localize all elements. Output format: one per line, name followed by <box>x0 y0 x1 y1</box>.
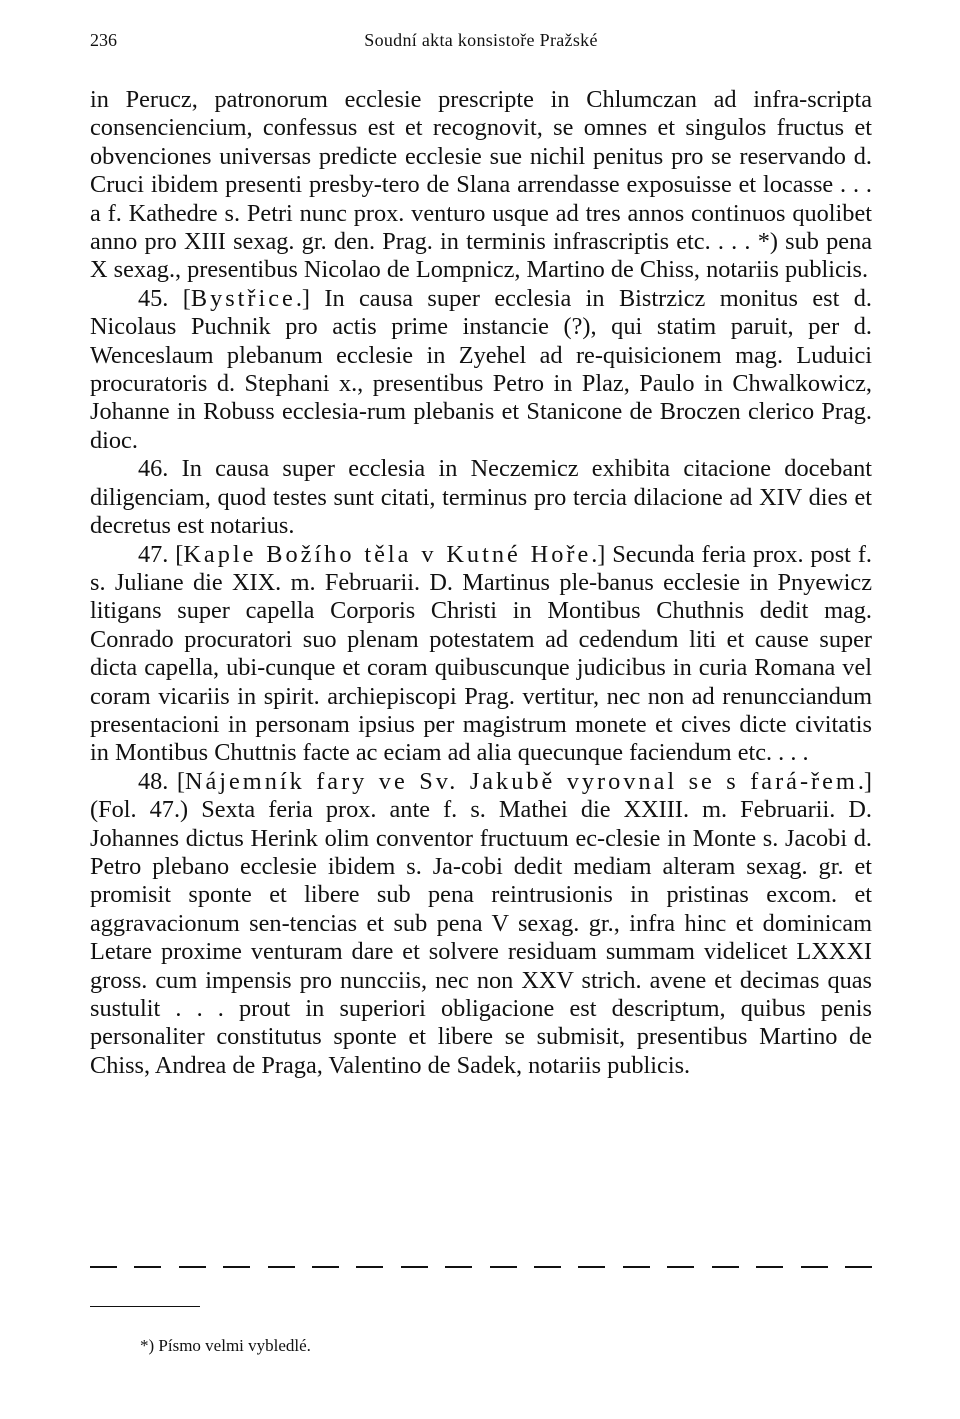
separator-dash <box>667 1266 694 1268</box>
footnote: *) Písmo velmi vybledlé. <box>140 1336 311 1355</box>
text-run: 48. [ <box>138 767 185 795</box>
running-title: Soudní akta konsistoře Pražské <box>364 30 598 50</box>
page-header <box>90 30 872 60</box>
spaced-heading: Bystřice <box>190 284 296 312</box>
separator-dash <box>223 1266 250 1268</box>
separator-dash <box>268 1266 295 1268</box>
text-run: .] Secunda feria prox. post f. s. Juliane die XIX. m. Februarii. D. Martinus ple-banus ecclesie in Pnyewicz litigans super capella Corporis Christi in Montibus Chuthnis dedit mag. Conrado procuratori suo plenam potestatem ad cedendum liti et cause super dicta capella, ubi-cunque et coram quibuscunque judicibus in curia Romana vel coram vicariis in spirit. archiepiscopi Prag. vertitur, nec non ad renuncciandum presentacioni in personam ipsius per magistrum monete et cives dicte civitatis in Montibus Chuttnis facte ac eciam ad alia quecunque faciendum etc. . . . <box>90 540 872 767</box>
text-run: .] In causa super ecclesia in Bistrzicz monitus est d. Nicolaus Puchnik pro actis prime instancie (?), qui statim paruit, per d. Wenceslaum plebanum ecclesie in Zyehel ad re-quisicionem mag. Luduici procuratoris d. Stephani x., presentibus Petro in Plaz, Paulo in Chwalkowicz, Johanne in Robuss ecclesia-rum plebanis et Stanicone de Broczen clerico Prag. dioc. <box>90 284 872 454</box>
separator-dash <box>356 1266 383 1268</box>
separator-dash <box>490 1266 517 1268</box>
separator-dash <box>179 1266 206 1268</box>
text-run: 47. [ <box>138 540 184 568</box>
paragraph-48 <box>90 768 872 1080</box>
separator-dash <box>134 1266 161 1268</box>
separator-dash <box>623 1266 650 1268</box>
footnote-rule <box>90 1306 200 1307</box>
spaced-heading: Nájemník fary ve Sv. Jakubě vyrovnal se s fará-řem <box>184 767 858 795</box>
text-run: 46. In causa super ecclesia in Neczemicz exhibita citacione docebant diligenciam, quod testes sunt citati, terminus pro tercia dilacione ad XIV dies et decretus est notarius. <box>90 455 872 540</box>
paragraph-continued <box>90 86 872 285</box>
separator-dash <box>90 1266 117 1268</box>
separator-dash <box>534 1266 561 1268</box>
spaced-heading: Kaple Božího těla v Kutné Hoře <box>183 540 592 568</box>
text-run: .] (Fol. 47.) Sexta feria prox. ante f. s. Mathei die XXIII. m. Februarii. D. Johannes dictus Herink olim conventor fructuum ec-clesie in Monte s. Jacobi d. Petro plebano ecclesie ibidem s. Ja-cobi dedit mediam alteram sexag. gr. et promisit sponte et libere sub pena reintrusionis in pristinas excom. et aggravacionum sen-tencias et sub pena V sexag. gr., infra hinc et dominicam Letare proxime venturam dare et solvere residuam summam videlicet LXXXI gross. cum impensis pro nuncciis, nec non XXV strich. avene et decimas quas sustulit . . . prout in superiori obligacione est descriptum, quibus penis personaliter constitutus sponte et libere se submisit, presentibus Martino de Chiss, Andrea de Praga, Valentino de Sadek, notariis publicis. <box>90 767 872 1079</box>
separator-dash <box>756 1266 783 1268</box>
separator-dash <box>712 1266 739 1268</box>
page-number: 236 <box>90 30 117 50</box>
separator-dash <box>801 1266 828 1268</box>
text-run: in Perucz, patronorum ecclesie prescripte in Chlumczan ad infra-scripta consenciencium, confessus est et recognovit, se omnes et singulos fructus et obvenciones universas predicte ecclesie sue nichil penitus pro se reservando d. Cruci ibidem presenti presby-tero de Slana arrendasse exposuisse et locasse . . . a f. Kathedre s. Petri nunc prox. venturo usque ad tres annos continuos quolibet anno pro XIII sexag. gr. den. Prag. in terminis infrascriptis etc. . . . *) sub pena X sexag., presentibus Nicolao de Lompnicz, Martino de Chiss, notariis publicis. <box>90 86 872 284</box>
paragraph-45 <box>90 285 872 455</box>
paragraph-47 <box>90 541 872 768</box>
separator-dash <box>445 1266 472 1268</box>
body-text <box>90 86 872 1080</box>
text-run: 45. [ <box>138 284 191 312</box>
paragraph-46 <box>90 455 872 540</box>
separator-dash <box>401 1266 428 1268</box>
separator-dash <box>312 1266 339 1268</box>
separator-dash <box>578 1266 605 1268</box>
section-separator <box>90 1266 872 1270</box>
separator-dash <box>845 1266 872 1268</box>
